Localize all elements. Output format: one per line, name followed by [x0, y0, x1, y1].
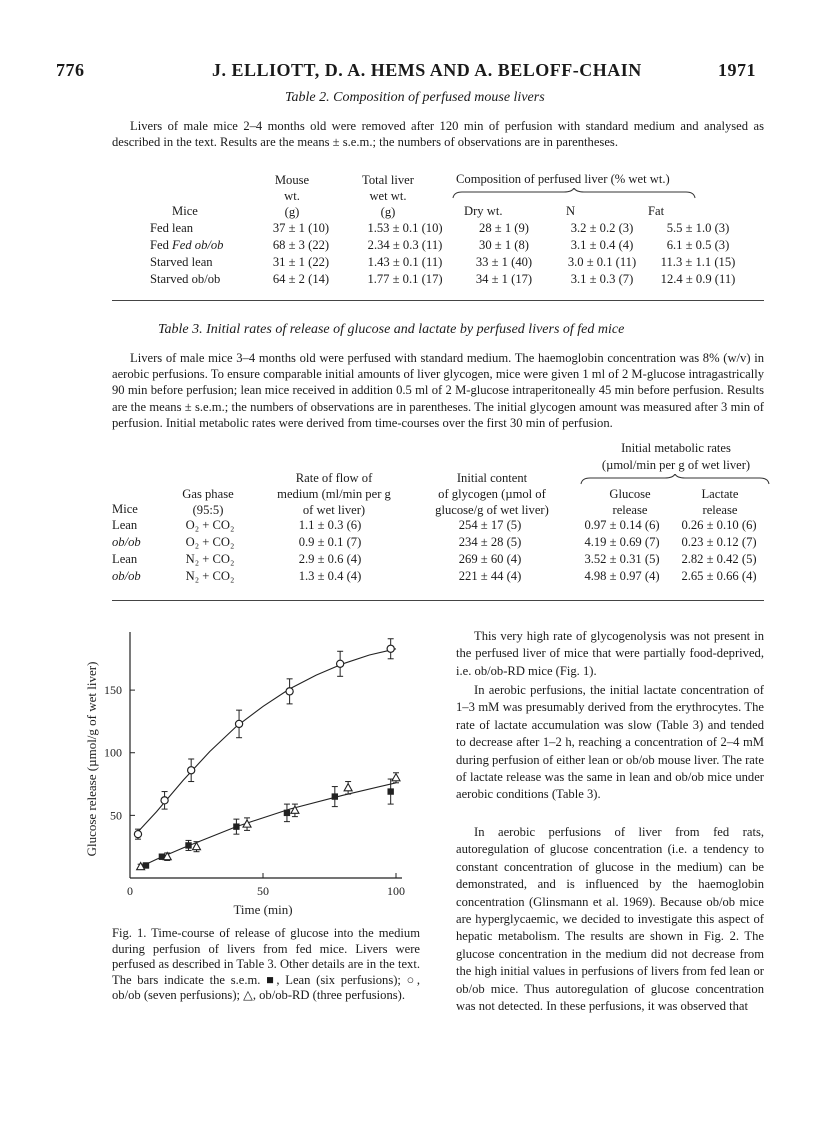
figure1-chart: [80, 624, 410, 924]
table2-body: [150, 220, 746, 288]
body-paragraph-3: In aerobic perfusions of liver from fed rats, autoregulation of glucose concentration (i.e. a tendency to constant concentration of glucose in the medium) can be demonstrated, and is influenced by the haemoglobin concentration (Glinsmann et al. 1969). Because ob/ob mice are hyperglycaemic, we decided to investigate this aspect of hepatic metabolism. The results are shown in Fig. 2. The glucose concentration in the medium did not decrease from the high initial values in perfusions of livers from fed lean or ob/ob mice. Thus autoregulation of glucose concentration was not detected. In these perfusions, it was observed that: [456, 825, 764, 1014]
running-header-authors: J. ELLIOTT, D. A. HEMS AND A. BELOFF-CHAIN: [212, 60, 642, 80]
table2-col-dry: Dry wt.: [464, 204, 503, 218]
table2-bottom-rule: [112, 300, 764, 301]
table3-col-flow: Rate of flow of medium (ml/min per g of wet liver): [277, 471, 391, 517]
table3-col-mice: Mice: [112, 502, 138, 516]
table3-caption: Table 3. Initial rates of release of glucose and lactate by perfused livers of fed mice: [158, 322, 625, 337]
y-tick-label: 100: [104, 745, 122, 760]
point-ob-ob: [134, 831, 141, 838]
point-ob-ob: [337, 660, 344, 667]
table2-col-fat: Fat: [648, 204, 665, 218]
point-lean: [387, 788, 393, 794]
table2-col-n: N: [566, 204, 576, 218]
point-lean: [185, 842, 191, 848]
table2-brace: [452, 188, 696, 200]
table3-brace: [580, 474, 770, 486]
table-row: ob/ob N₂ + CO₂ 1.3 ± 0.4 (4) 221 ± 44 (4) 4.98 ± 0.97 (4) 2.65 ± 0.66 (4): [112, 569, 757, 583]
table-row: ob/ob O₂ + CO₂ 0.9 ± 0.1 (7) 234 ± 28 (5) 4.19 ± 0.69 (7) 0.23 ± 0.12 (7): [112, 535, 757, 549]
point-ob-ob: [286, 688, 293, 695]
y-tick-label: 150: [104, 683, 122, 698]
point-ob-ob: [161, 797, 168, 804]
table2-col-mouse-wt: Mouse wt. (g): [274, 173, 310, 219]
table3-col-lactate: Lactate release: [701, 487, 739, 517]
table-row: Lean O₂ + CO₂ 1.1 ± 0.3 (6) 254 ± 17 (5) 0.97 ± 0.14 (6) 0.26 ± 0.10 (6): [112, 518, 757, 532]
point-lean: [284, 810, 290, 816]
point-ob-ob: [387, 645, 394, 652]
figure1-caption: Fig. 1. Time-course of release of glucose into the medium during perfusion of livers from fed mice. Livers were perfused as described in Table 3. Other details are in the text. The bars indicate the s.e.m. ■, Lean (six perfusions); ○, ob/ob (seven perfusions); △, ob/ob-RD (three perfusions).: [112, 926, 420, 1003]
point-ob-ob: [188, 767, 195, 774]
running-header-year: 1971: [718, 60, 756, 80]
table2-col-composition: Composition of perfused liver (% wet wt.): [456, 172, 670, 186]
table2-col-total-liver: Total liver wet wt. (g): [362, 173, 414, 219]
table3-col-glycogen: Initial content of glycogen (µmol of glucose/g of wet liver): [435, 471, 549, 517]
point-lean: [332, 793, 338, 799]
x-tick-label: 100: [387, 884, 405, 898]
table-row: Starved lean 31 ± 1 (22) 1.43 ± 0.1 (11) 33 ± 1 (40) 3.0 ± 0.1 (11) 11.3 ± 1.1 (15): [150, 255, 736, 269]
point-lean: [233, 823, 239, 829]
x-tick-label: 0: [127, 884, 133, 898]
table-row: Lean N₂ + CO₂ 2.9 ± 0.6 (4) 269 ± 60 (4) 3.52 ± 0.31 (5) 2.82 ± 0.42 (5): [112, 552, 757, 566]
x-axis-label: Time (min): [233, 902, 293, 917]
table2-col-mice: Mice: [172, 204, 198, 218]
body-paragraph-1: This very high rate of glycogenolysis was not present in the perfused liver of mice that were partially food-deprived, i.e. ob/ob-RD mice (Fig. 1).: [456, 629, 764, 678]
x-tick-label: 50: [257, 884, 269, 898]
table-row: Fed Fed ob/ob 68 ± 3 (22) 2.34 ± 0.3 (11) 30 ± 1 (8) 3.1 ± 0.4 (4) 6.1 ± 0.5 (3): [150, 238, 730, 252]
point-ob-ob: [235, 720, 242, 727]
table3-bottom-rule: [112, 600, 764, 601]
table3-description: Livers of male mice 3–4 months old were perfused with standard medium. The haemoglobin concentration was 8% (w/v) in aerobic perfusions. To ensure comparable initial amounts of liver glycogen, mice were given 1 ml of 2 M-glucose intragastrically 90 min before perfusion; lean mice received in addition 0.5 ml of 2 M-glucose intraperitoneally 45 min before perfusion. Results are the means ± s.e.m.; the numbers of observations are in parentheses. The initial glycogen amount was measured after 3 min of perfusion. Initial metabolic rates were derived from time-courses over the first 30 min of perfusion.: [112, 351, 764, 430]
table2-caption: Table 2. Composition of perfused mouse livers: [285, 90, 545, 105]
body-paragraph-2: In aerobic perfusions, the initial lactate concentration of 1–3 mM was presumably derived from the erythrocytes. The rate of lactate accumulation was slow (Table 3) and tended to decrease after 1–2 h, reaching a concentration of 2–4 mM during perfusion of either lean or ob/ob mouse liver. The rate of lactate release was the same in lean and ob/ob mice under aerobic conditions (Table 3).: [456, 683, 764, 802]
table-row: Starved ob/ob 64 ± 2 (14) 1.77 ± 0.1 (17) 34 ± 1 (17) 3.1 ± 0.3 (7) 12.4 ± 0.9 (11): [150, 272, 736, 286]
curve-ob-ob: [138, 649, 396, 832]
table-row: Fed lean 37 ± 1 (10) 1.53 ± 0.1 (10) 28 ± 1 (9) 3.2 ± 0.2 (3) 5.5 ± 1.0 (3): [150, 221, 730, 235]
curve-lean: [138, 783, 396, 868]
table3-col-rates: Initial metabolic rates (µmol/min per g of wet liver): [601, 441, 751, 472]
point-ob-ob-rd: [392, 774, 400, 781]
y-tick-label: 50: [110, 808, 122, 823]
point-ob-ob-rd: [344, 784, 352, 791]
table3-body: [112, 517, 764, 585]
table2-description: Livers of male mice 2–4 months old were removed after 120 min of perfusion with standard medium and analysed as described in the text. Results are the means ± s.e.m.; the numbers of observations are in parentheses.: [112, 119, 764, 150]
table3-col-glucose: Glucose release: [609, 487, 651, 517]
page-number: 776: [56, 60, 85, 80]
table3-col-gas: Gas phase (95:5): [182, 487, 234, 517]
y-axis-label: Glucose release (µmol/g of wet liver): [84, 661, 99, 857]
